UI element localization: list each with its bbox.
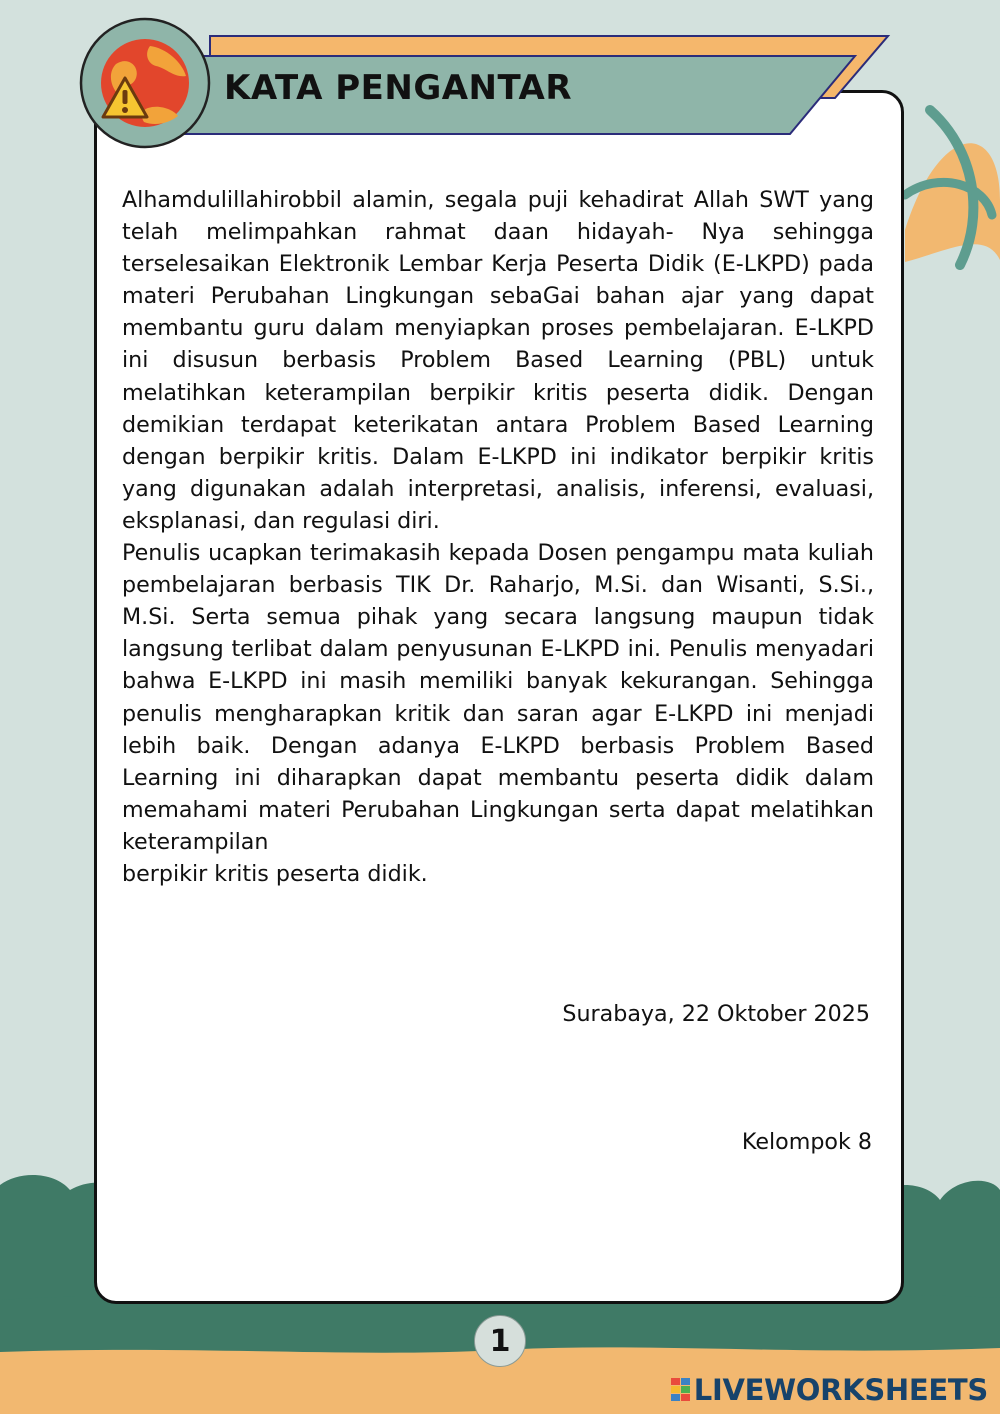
- swirl-decoration: [905, 110, 1000, 265]
- liveworksheets-brand[interactable]: [671, 1373, 988, 1407]
- page-title: KATA PENGANTAR: [224, 68, 573, 108]
- foreword-paragraph: Alhamdulillahirobbil alamin, segala puji kehadirat Allah SWT yang telah melimpahkan rahmat daan hidayah- Nya sehingga terselesaikan Elektronik Lembar Kerja Peserta Didik (E-LKPD) pada materi Perubahan Lingkungan sebaGai bahan ajar yang dapat membantu guru dalam menyiapkan proses pembelajaran. E-LKPD ini disusun berbasis Problem Based Learning (PBL) untuk melatihkan keterampilan berpikir kritis peserta didik. Dengan demikian terdapat keterikatan antara Problem Based Learning dengan berpikir kritis. Dalam E-LKPD ini indikator berpikir kritis yang digunakan adalah interpretasi, analisis, inferensi, evaluasi, eksplanasi, dan regulasi diri.: [122, 187, 874, 534]
- page-number-badge: [474, 1315, 526, 1367]
- page-number: 1: [489, 1323, 511, 1359]
- foreword-body: [122, 184, 874, 890]
- foreword-paragraph: berpikir kritis peserta didik.: [122, 860, 428, 887]
- author-signature: Kelompok 8: [741, 1129, 872, 1155]
- warning-globe-icon: [78, 16, 212, 150]
- liveworksheets-logo-icon: [671, 1378, 691, 1402]
- foreword-paragraph: Penulis ucapkan terimakasih kepada Dosen pengampu mata kuliah pembelajaran berbasis TIK Dr. Raharjo, M.Si. dan Wisanti, S.Si., M.Si. Serta semua pihak yang secara langsung maupun tidak langsung terlibat dalam penyusunan E-LKPD ini. Penulis menyadari bahwa E-LKPD ini masih memiliki banyak kekurangan. Sehingga penulis mengharapkan kritik dan saran agar E-LKPD ini menjadi lebih baik. Dengan adanya E-LKPD berbasis Problem Based Learning ini diharapkan dapat membantu peserta didik dalam memahami materi Perubahan Lingkungan serta dapat melatihkan keterampilan: [122, 540, 874, 855]
- place-date: Surabaya, 22 Oktober 2025: [562, 1001, 870, 1027]
- liveworksheets-wordmark: LIVEWORKSHEETS: [693, 1373, 988, 1407]
